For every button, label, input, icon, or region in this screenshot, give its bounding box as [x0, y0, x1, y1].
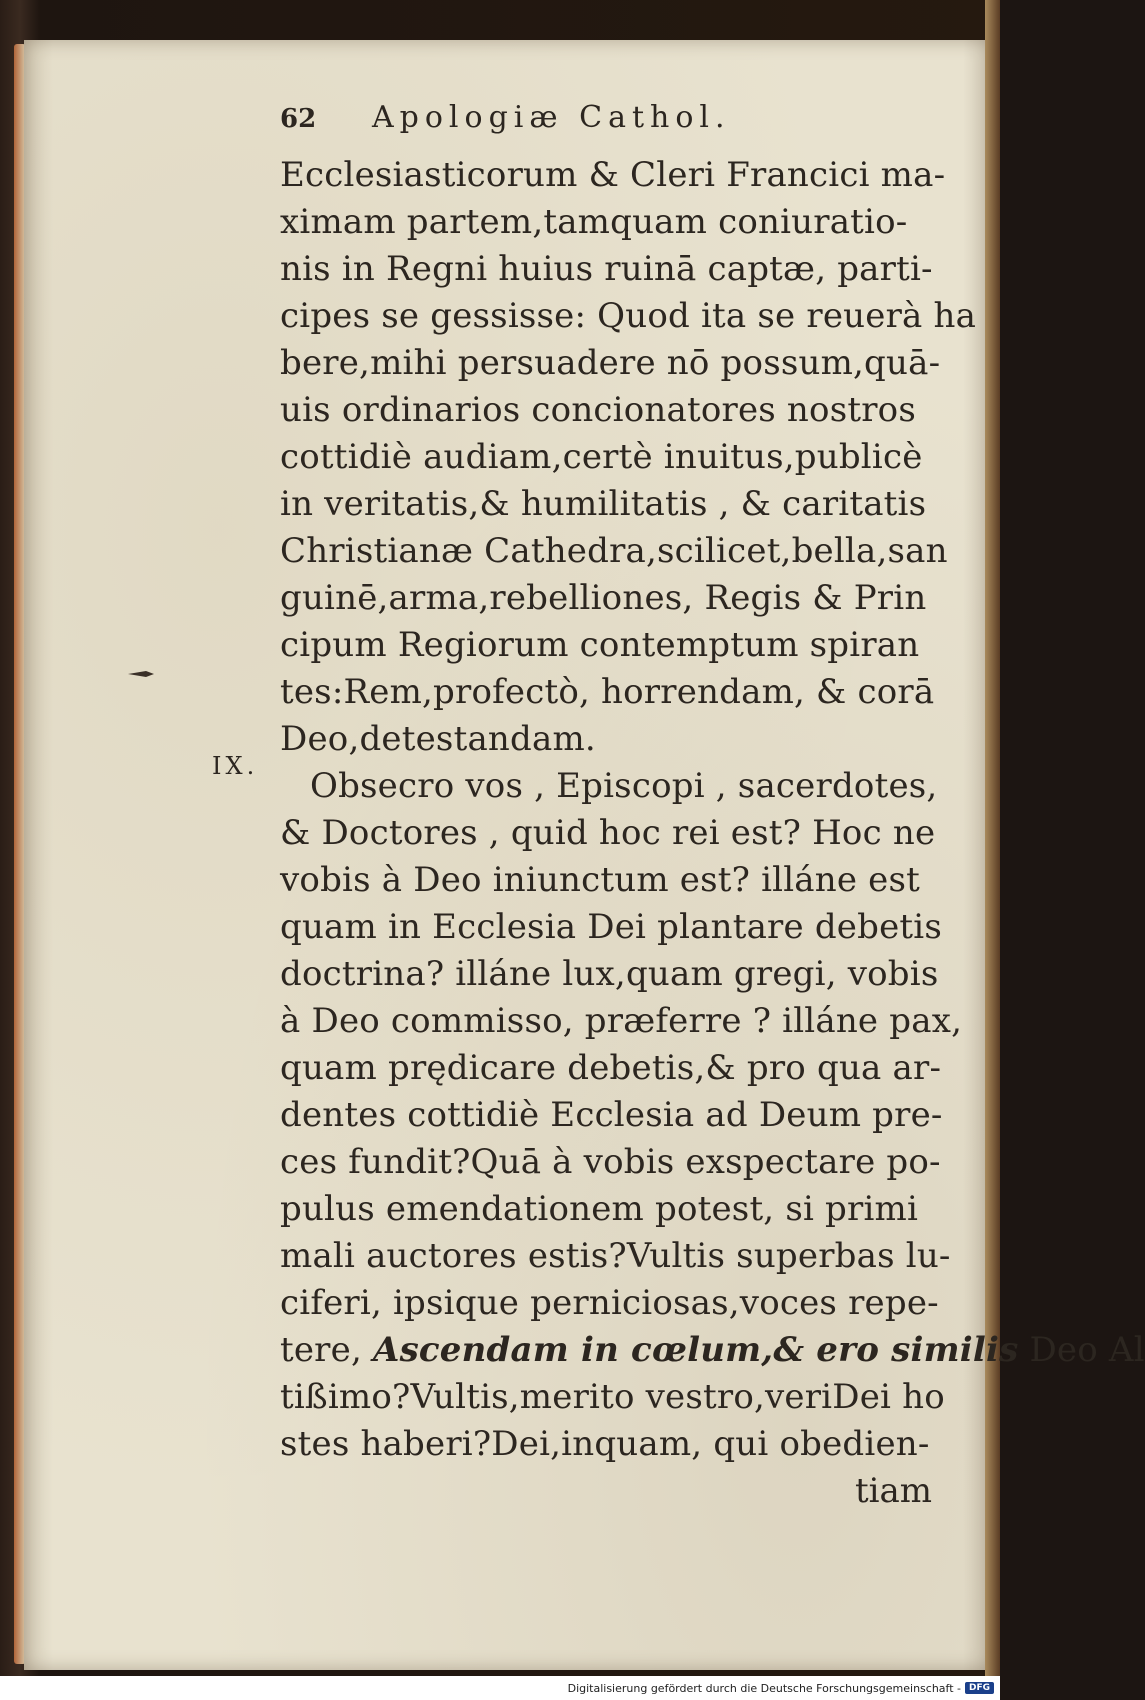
page-number: 62: [280, 104, 317, 134]
text-line: in veritatis,& humilitatis , & caritatis: [280, 484, 927, 524]
page-text: [280, 100, 1145, 1515]
text-line: doctrina? illáne lux,quam gregi, vobis: [280, 954, 939, 994]
margin-section-number: IX.: [212, 752, 259, 780]
text-line: cottidiè audiam,certè inuitus,publicè: [280, 437, 923, 477]
catchword: tiam: [854, 1471, 932, 1511]
text-line: guinē,arma,rebelliones, Regis & Prin: [280, 578, 927, 618]
running-head: [280, 100, 940, 152]
text-line: à Deo commisso, præferre ? illáne pax,: [280, 1001, 963, 1041]
text-line: Obsecro vos , Episcopi , sacerdotes,: [310, 766, 938, 806]
text-line: Christianæ Cathedra,scilicet,bella,san: [280, 531, 948, 571]
running-title: Apologiæ Cathol.: [372, 100, 731, 135]
text-line: bere,mihi persuadere nō possum,quā-: [280, 343, 941, 383]
text-line: cipes se gessisse: Quod ita se reuerà ha: [280, 296, 977, 336]
text-line: Deo,detestandam.: [280, 719, 596, 759]
text-line: ximam partem,tamquam coniuratio-: [280, 202, 908, 242]
text-line-with-italic: [280, 1327, 1145, 1374]
text-line: vobis à Deo iniunctum est? illáne est: [280, 860, 921, 900]
text-line: dentes cottidiè Ecclesia ad Deum pre-: [280, 1095, 943, 1135]
text-line: quam in Ecclesia Dei plantare debetis: [280, 907, 942, 947]
text-line-start: tere,: [280, 1330, 373, 1370]
text-line: Ecclesiasticorum & Cleri Francici ma-: [280, 155, 946, 195]
text-line: & Doctores , quid hoc rei est? Hoc ne: [280, 813, 936, 853]
text-line: pulus emendationem potest, si primi: [280, 1189, 919, 1229]
text-line: stes haberi?Dei,inquam, qui obedien-: [280, 1424, 930, 1464]
text-line: tes:Rem,profectò, horrendam, & corā: [280, 672, 935, 712]
funding-credit: Digitalisierung gefördert durch die Deutsche Forschungsgemeinschaft -: [567, 1681, 961, 1695]
italic-quotation: Ascendam in cœlum,& ero similis: [372, 1330, 1019, 1370]
page-edge-right: [985, 0, 1000, 1690]
text-line: mali auctores estis?Vultis superbas lu-: [280, 1236, 951, 1276]
text-line-end: Deo Al: [1018, 1330, 1145, 1370]
dfg-logo: DFG: [965, 1682, 994, 1694]
text-line: tißimo?Vultis,merito vestro,veriDei ho: [280, 1377, 945, 1417]
manicule-mark: [128, 669, 154, 679]
text-line: quam prędicare debetis,& pro qua ar-: [280, 1048, 942, 1088]
text-line: cipum Regiorum contemptum spiran: [280, 625, 920, 665]
text-line: ces fundit?Quā à vobis exspectare po-: [280, 1142, 941, 1182]
text-line: uis ordinarios concionatores nostros: [280, 390, 916, 430]
digitization-footer: [0, 1676, 1000, 1700]
text-line: nis in Regni huius ruinā captæ, parti-: [280, 249, 933, 289]
text-line: ciferi, ipsique perniciosas,voces repe-: [280, 1283, 939, 1323]
